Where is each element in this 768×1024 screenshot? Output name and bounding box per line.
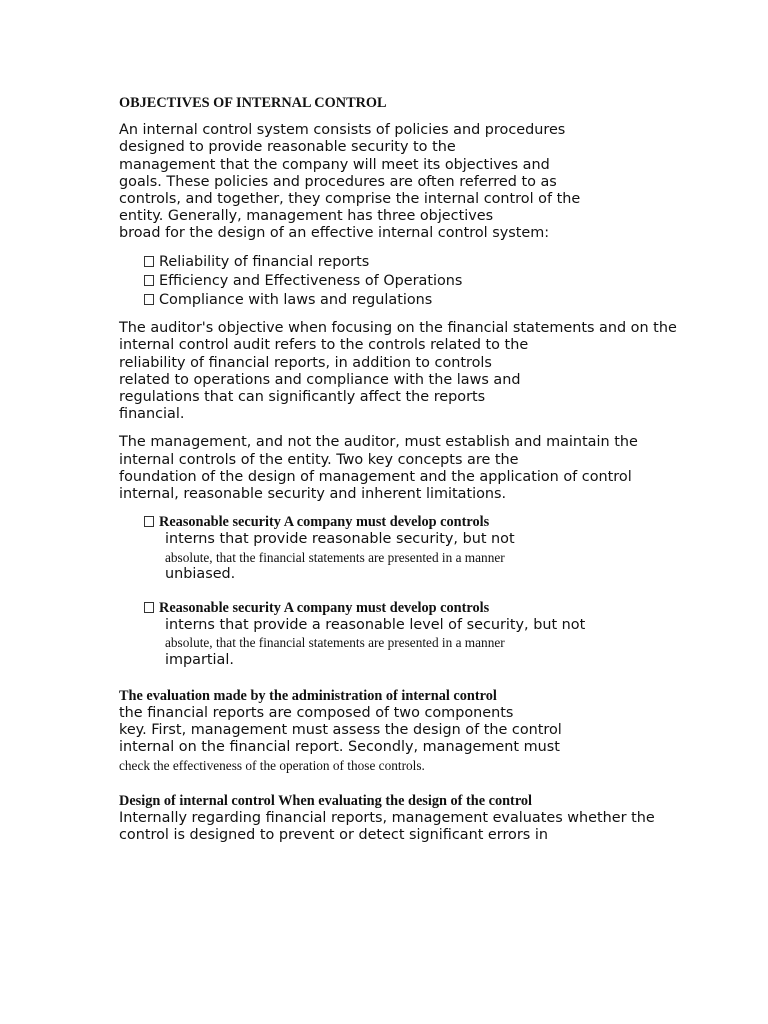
text-line: internal on the financial report. Secondly, management must	[119, 739, 560, 756]
evaluation-section	[119, 688, 699, 774]
text-line: unbiased.	[165, 565, 236, 582]
text-line: reliability of financial reports, in addition to controls	[119, 354, 492, 371]
section-heading: The evaluation made by the administration of internal control	[119, 687, 497, 704]
text-line: interns that provide a reasonable level of security, but not	[165, 617, 586, 634]
text-line: check the effectiveness of the operation of those controls.	[119, 757, 425, 773]
text-line: foundation of the design of management and the application of control	[119, 468, 632, 485]
document-title: OBJECTIVES OF INTERNAL CONTROL	[119, 95, 387, 111]
concept-reasonable-security-2	[144, 600, 699, 669]
concept-heading: Reasonable security A company must develop controls	[144, 600, 699, 617]
text-line: internal controls of the entity. Two key concepts are the	[119, 451, 519, 468]
list-item	[144, 273, 699, 292]
text-line: control is designed to prevent or detect significant errors in	[119, 827, 548, 844]
management-paragraph	[119, 434, 699, 503]
text-line: related to operations and compliance with the laws and	[119, 371, 521, 388]
section-heading: Design of internal control When evaluating the design of the control	[119, 792, 533, 809]
document-page	[119, 95, 699, 860]
text-line: the financial reports are composed of two components	[119, 705, 514, 722]
list-item-label: Reliability of financial reports	[159, 253, 370, 270]
text-line: absolute, that the financial statements are presented in a manner	[165, 635, 505, 651]
checkbox-glyph-icon	[144, 256, 154, 267]
list-item	[144, 254, 699, 273]
text-line: financial.	[119, 406, 185, 423]
design-section	[119, 793, 699, 845]
concept-reasonable-security-1	[144, 514, 699, 583]
text-line: The auditor's objective when focusing on the financial statements and on the	[119, 320, 677, 337]
text-line: controls, and together, they comprise the internal control of the	[119, 191, 581, 208]
list-item-label: Efficiency and Effectiveness of Operations	[159, 272, 463, 289]
list-item	[144, 292, 699, 311]
list-item-label: Compliance with laws and regulations	[159, 292, 433, 308]
checkbox-glyph-icon	[144, 275, 154, 286]
text-line: designed to provide reasonable security to the	[119, 139, 456, 156]
text-line: Internally regarding financial reports, management evaluates whether the	[119, 810, 655, 827]
text-line: goals. These policies and procedures are often referred to as	[119, 173, 557, 190]
checkbox-glyph-icon	[144, 516, 154, 527]
checkbox-glyph-icon	[144, 602, 154, 613]
objectives-list	[144, 254, 699, 312]
text-line: An internal control system consists of policies and procedures	[119, 122, 566, 139]
text-line: key. First, management must assess the design of the control	[119, 722, 562, 739]
text-line: regulations that can significantly affect the reports	[119, 389, 486, 405]
text-line: absolute, that the financial statements are presented in a manner	[165, 549, 505, 565]
text-line: impartial.	[165, 651, 234, 668]
concept-heading: Reasonable security A company must develop controls	[144, 514, 699, 531]
text-line: interns that provide reasonable security, but not	[165, 531, 515, 548]
text-line: entity. Generally, management has three objectives	[119, 208, 494, 225]
text-line: management that the company will meet its objectives and	[119, 156, 550, 173]
text-line: internal control audit refers to the controls related to the	[119, 337, 529, 354]
checkbox-glyph-icon	[144, 294, 154, 305]
text-line: The management, and not the auditor, must establish and maintain the	[119, 434, 638, 451]
text-line: internal, reasonable security and inherent limitations.	[119, 486, 507, 503]
intro-paragraph	[119, 122, 699, 242]
text-line: broad for the design of an effective internal control system:	[119, 225, 550, 242]
auditor-paragraph	[119, 320, 699, 423]
